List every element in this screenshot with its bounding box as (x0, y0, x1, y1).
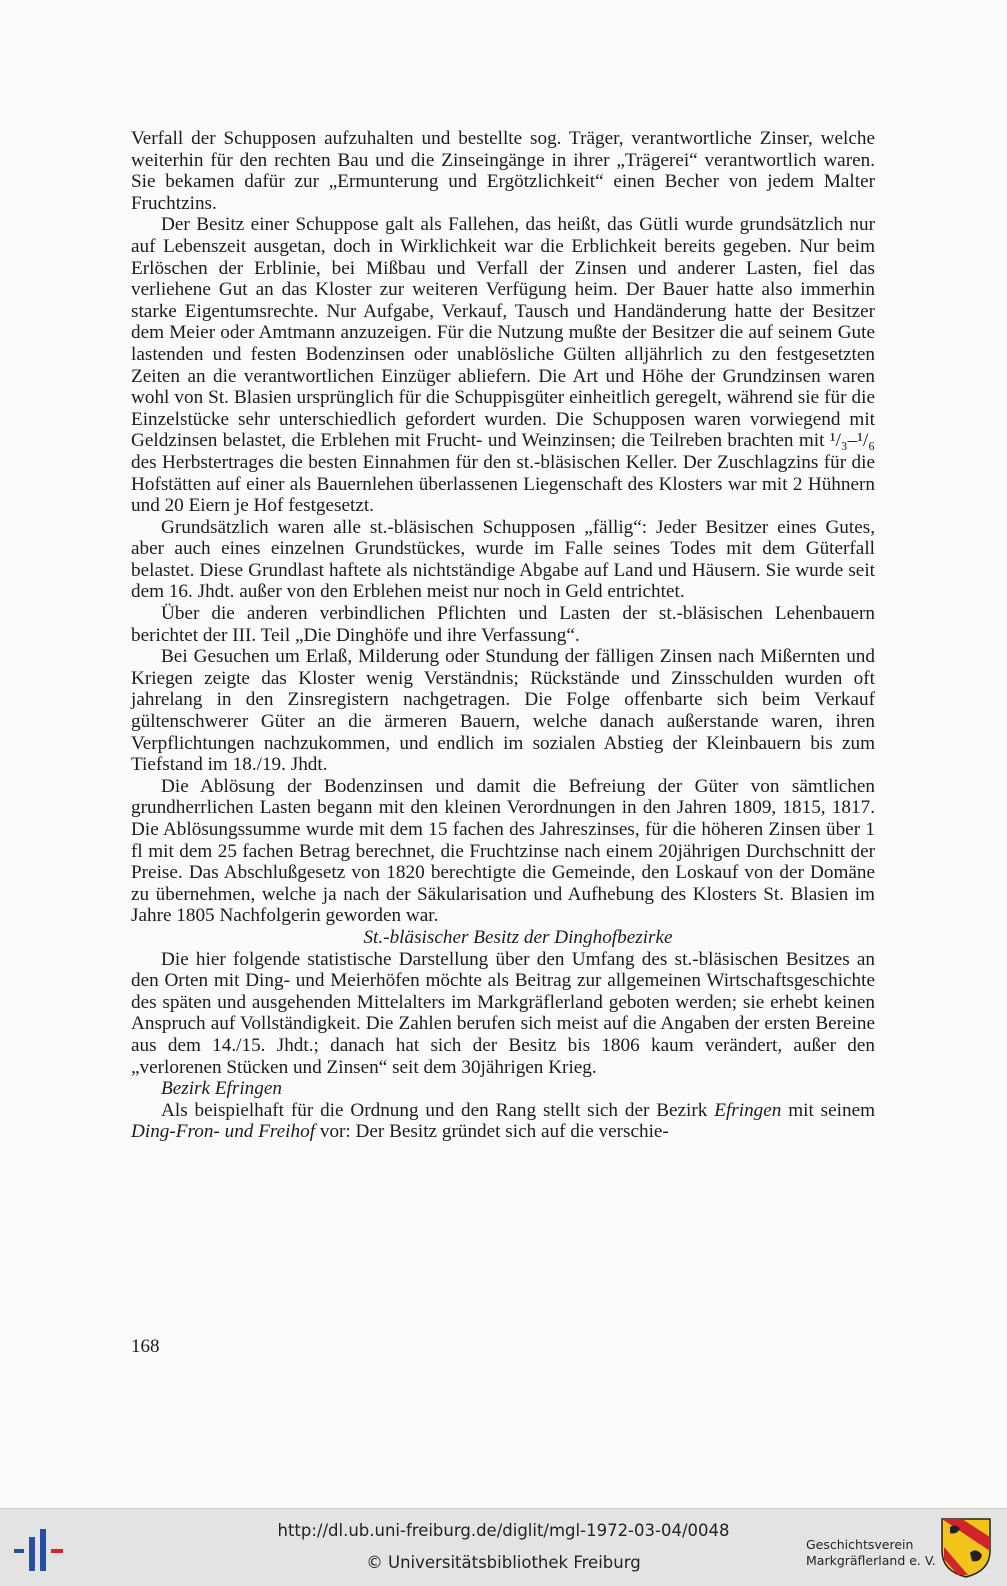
page-number: 168 (131, 1336, 160, 1357)
last-paragraph-text-2: mit seinem (781, 1099, 876, 1121)
last-paragraph-text-3: vor: Der Besitz gründet sich auf die verschie- (315, 1121, 669, 1143)
place-name-efringen: Efringen (714, 1099, 782, 1121)
paragraph-2: Der Besitz einer Schuppose galt als Fallehen, das heißt, das Gütli wurde grundsätzlich nur auf Lebenszeit ausgetan, doch in Wirklichkeit war die Erblichkeit bereits gegeben. Nur beim Erlöschen der Erblinie, bei Mißbau und Verfall der Zinsen und anderer Lasten, fiel das verliehene Gut an das Kloster zur weiteren Verfügung heim. Der Bauer hatte also immerhin starke Eigentumsrechte. Nur Aufgabe, Verkauf, Tausch und Handänderung hatte der Besitzer dem Meier oder Amtmann anzuzeigen. Für die Nutzung mußte der Besitzer die auf seinem Gute lastenden und festen Bodenzinsen oder unablösliche Gülten alljährlich zu den festgesetzten Zeiten an die verantwortlichen Einzüger abliefern. Die Art und Höhe der Grundzinsen waren wohl von St. Blasien ursprünglich für die Schuppisgüter einheitlich geregelt, während sie für die Einzelstücke sehr unterschiedlich gefordert wurden. Die Schupposen waren vorwiegend mit Geldzinsen belastet, die Erblehen mit Frucht- und Weinzinsen; die Teilreben brachten mit ¹/₃–¹/₆ des Herbstertrages die besten Einnahmen für den st.-bläsischen Keller. Der Zuschlagzins für die Hofstätten auf einer als Bauernlehen überlassenen Liegenschaft des Klosters war mit 2 Hühnern und 20 Eiern je Hof festgesetzt. (131, 214, 875, 517)
coat-of-arms-icon (940, 1517, 992, 1579)
last-paragraph-text-1: Als beispielhaft für die Ordnung und den Rang stellt sich der Bezirk (161, 1099, 715, 1121)
paragraph-1: Verfall der Schupposen aufzuhalten und bestellte sog. Träger, verantwortliche Zinser, welche weiterhin für den rechten Bau und die Zinseingänge in ihrer „Trägerei“ verantwortlich waren. Sie bekamen dafür zur „Ermunterung und Ergötzlichkeit“ einen Becher von jedem Malter Fruchtzins. (131, 128, 875, 214)
place-name-dinghof: Ding-Fron- und Freihof (131, 1121, 316, 1143)
paragraph-6: Die Ablösung der Bodenzinsen und damit die Befreiung der Güter von sämtlichen grundherrlichen Lasten begann mit den kleinen Verordnungen in den Jahren 1809, 1815, 1817. Die Ablösungssumme wurde mit dem 15 fachen des Jahreszinses, für die höheren Zinsen über 1 fl mit dem 25 fachen Betrag berechnet, die Fruchtzinse nach einem 20jährigen Durchschnitt der Preise. Das Abschlußgesetz von 1820 berechtigte die Gemeinde, den Loskauf von der Domäne zu übernehmen, welche ja nach der Säkularisation und Aufhebung des Klosters St. Blasien im Jahre 1805 Nachfolgerin geworden war. (131, 775, 875, 927)
society-line-1: Geschichtsverein (806, 1537, 914, 1552)
body-text (131, 128, 875, 1143)
paragraph-3: Grundsätzlich waren alle st.-bläsischen Schupposen „fällig“: Jeder Besitzer eines Gutes, aber auch eines einzelnen Grundstückes, wurde im Falle seines Todes mit dem Güterfall belastet. Diese Grundlast haftete als nichtständige Abgabe auf Land und Häusern. Sie wurde seit dem 16. Jhdt. außer von den Erblehen meist nur noch in Geld entrichtet. (131, 516, 875, 603)
paragraph-5: Bei Gesuchen um Erlaß, Milderung oder Stundung der fälligen Zinsen nach Mißernten und Kriegen zeigte das Kloster wenig Verständnis; Rückstände und Zinsschulden wurden oft jahrelang in den Zinsregistern nachgetragen. Die Folge offenbarte sich beim Verkauf gültenschwerer Güter an die ärmeren Bauern, welche danach außerstande waren, ihren Verpflichtungen nachzukommen, und endlich im sozialen Abstieg der Kleinbauern bis zum Tiefstand im 18./19. Jhdt. (131, 646, 875, 776)
footer-copyright: © Universitätsbibliothek Freiburg (366, 1553, 641, 1572)
section-paragraph: Die hier folgende statistische Darstellung über den Umfang des st.-bläsischen Besitzes an den Orten mit Ding- und Meierhöfen möchte als Beitrag zur allgemeinen Wirtschaftsgeschichte des späten und ausgehenden Mittelalters im Markgräflerland geboten werden; sie erhebt keinen Anspruch auf Vollständigkeit. Die Zahlen berufen sich meist auf die Angaben der ersten Bereine aus dem 14./15. Jhdt.; danach hat sich der Besitz bis 1806 kaum verändert, außer den „verlorenen Stücken und Zinsen“ seit dem 30jährigen Krieg. (131, 948, 875, 1078)
society-name (806, 1537, 936, 1569)
last-paragraph (131, 1100, 875, 1143)
subsection-heading: Bezirk Efringen (161, 1078, 282, 1100)
society-line-2: Markgräflerland e. V. (806, 1553, 936, 1568)
paragraph-4: Über die anderen verbindlichen Pflichten und Lasten der st.-bläsischen Lehenbauern berichtet der III. Teil „Die Dinghöfe und ihre Verfassung“. (131, 603, 875, 646)
footer-bar (0, 1508, 1007, 1586)
section-heading: St.-bläsischer Besitz der Dinghofbezirke (363, 926, 673, 948)
footer-url[interactable]: http://dl.ub.uni-freiburg.de/diglit/mgl-1972-03-04/0048 (277, 1521, 730, 1540)
